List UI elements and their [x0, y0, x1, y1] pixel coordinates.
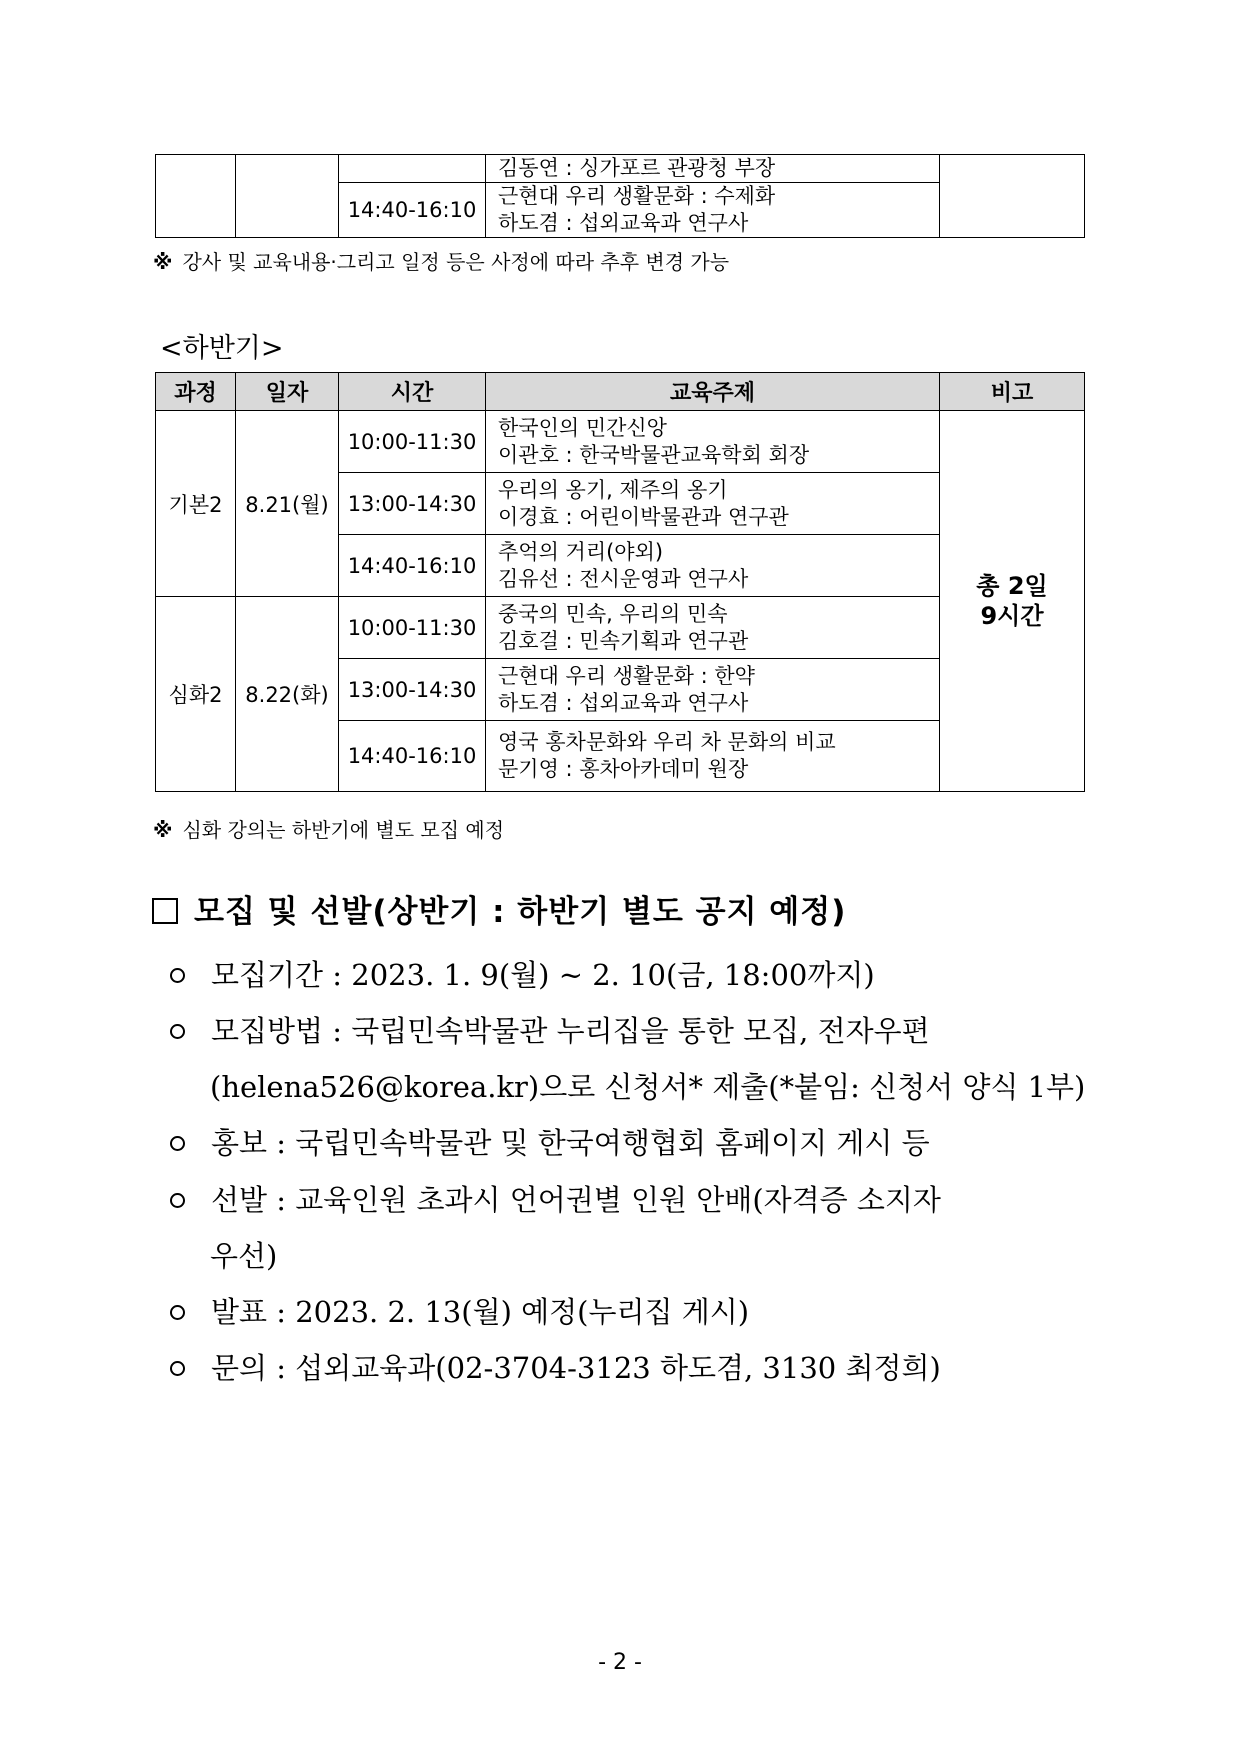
- list-item: [170, 1178, 941, 1219]
- selection-text-continued: 우선): [210, 1239, 278, 1273]
- topic-text: 한국인의 민간신앙: [498, 415, 667, 440]
- topic-text: 영국 홍차문화와 우리 차 문화의 비교: [498, 730, 836, 754]
- lecturer-text: 이관호 : 한국박물관교육학회 회장: [498, 442, 810, 467]
- table-row: [156, 411, 1085, 473]
- list-item: [170, 1121, 930, 1162]
- header-course: 과정: [156, 373, 236, 411]
- header-topic: 교육주제: [486, 373, 940, 411]
- time-cell: 14:40-16:10: [339, 183, 486, 238]
- time-cell: 14:40-16:10: [339, 721, 486, 792]
- topic-cell: [486, 183, 940, 238]
- topic-cell: [486, 155, 940, 183]
- page-number: - 2 -: [598, 1650, 642, 1675]
- remark-hours: 9시간: [980, 602, 1044, 630]
- topic-cell: [486, 473, 940, 535]
- lecturer-text: 이경효 : 어린이박물관과 연구관: [498, 504, 789, 529]
- lecturer-text: 하도겸 : 섭외교육과 연구사: [498, 211, 749, 235]
- announcement-text: 발표 : 2023. 2. 13(월) 예정(누리집 게시): [211, 1295, 750, 1329]
- inquiry-text: 문의 : 섭외교육과(02-3704-3123 하도겸, 3130 최정희): [211, 1351, 941, 1385]
- circle-bullet-icon: [170, 1305, 185, 1320]
- topic-text: 중국의 민속, 우리의 민속: [498, 601, 728, 626]
- lecturer-text: 김유선 : 전시운영과 연구사: [498, 566, 749, 591]
- reference-mark: ※: [153, 818, 173, 842]
- circle-bullet-icon: [170, 1193, 185, 1208]
- remark-cell: [940, 411, 1085, 792]
- table-header-row: [156, 373, 1085, 411]
- lecturer-text: 문기영 : 홍차아카데미 원장: [498, 757, 749, 781]
- list-item: [170, 1346, 941, 1387]
- note-text: 심화 강의는 하반기에 별도 모집 예정: [182, 818, 505, 842]
- recruit-method: 모집방법 : 국립민속박물관 누리집을 통한 모집, 전자우편: [211, 1014, 930, 1048]
- list-item: [170, 953, 875, 994]
- topic-cell: [486, 721, 940, 792]
- second-half-schedule-table: [155, 372, 1085, 792]
- circle-bullet-icon: [170, 1136, 185, 1151]
- circle-bullet-icon: [170, 968, 185, 983]
- remark-cell: [940, 155, 1085, 238]
- note-text: 강사 및 교육내용·그리고 일정 등은 사정에 따라 추후 변경 가능: [182, 250, 730, 274]
- topic-cell: [486, 659, 940, 721]
- circle-bullet-icon: [170, 1024, 185, 1039]
- topic-cell: [486, 597, 940, 659]
- recruit-period: 모집기간 : 2023. 1. 9(월) ~ 2. 10(금, 18:00까지): [211, 958, 875, 992]
- topic-text: 근현대 우리 생활문화 : 한약: [498, 663, 755, 688]
- previous-schedule-table: [155, 154, 1085, 238]
- topic-cell: [486, 535, 940, 597]
- advanced-course-notice: [153, 814, 504, 843]
- header-time: 시간: [339, 373, 486, 411]
- header-date: 일자: [236, 373, 339, 411]
- course-cell: 심화2: [156, 597, 236, 792]
- header-remark: 비고: [940, 373, 1085, 411]
- square-bullet-icon: [152, 898, 178, 924]
- topic-text: 근현대 우리 생활문화 : 수제화: [498, 184, 776, 208]
- lecturer-text: 김호걸 : 민속기획과 연구관: [498, 628, 749, 653]
- time-cell: 10:00-11:30: [339, 597, 486, 659]
- second-half-title: <하반기>: [160, 333, 284, 364]
- topic-text: 추억의 거리(야외): [498, 539, 664, 564]
- selection-text: 선발 : 교육인원 초과시 언어권별 인원 안배(자격증 소지자: [211, 1183, 941, 1217]
- topic-cell: [486, 411, 940, 473]
- course-cell: [156, 155, 236, 238]
- date-cell: [236, 155, 339, 238]
- list-item: [170, 1290, 749, 1331]
- recruit-method-continued: (helena526@korea.kr)으로 신청서* 제출(*붙임: 신청서 양식 1부): [210, 1070, 1086, 1104]
- promotion-text: 홍보 : 국립민속박물관 및 한국여행협회 홈페이지 게시 등: [211, 1126, 930, 1160]
- list-item: [170, 1009, 930, 1050]
- remark-days: 총 2일: [976, 572, 1048, 600]
- lecturer-text: 하도겸 : 섭외교육과 연구사: [498, 690, 749, 715]
- date-cell: 8.22(화): [236, 597, 339, 792]
- reference-mark: ※: [153, 250, 173, 274]
- time-cell: 10:00-11:30: [339, 411, 486, 473]
- topic-text: 우리의 옹기, 제주의 옹기: [498, 477, 728, 502]
- date-cell: 8.21(월): [236, 411, 339, 597]
- time-cell: [339, 155, 486, 183]
- time-cell: 14:40-16:10: [339, 535, 486, 597]
- time-cell: 13:00-14:30: [339, 659, 486, 721]
- course-cell: 기본2: [156, 411, 236, 597]
- recruit-section-heading: [152, 886, 846, 931]
- change-notice: [153, 246, 729, 275]
- lecturer-text: 김동연 : 싱가포르 관광청 부장: [498, 156, 776, 180]
- recruit-heading-text: 모집 및 선발(상반기 : 하반기 별도 공지 예정): [194, 894, 847, 930]
- circle-bullet-icon: [170, 1361, 185, 1376]
- time-cell: 13:00-14:30: [339, 473, 486, 535]
